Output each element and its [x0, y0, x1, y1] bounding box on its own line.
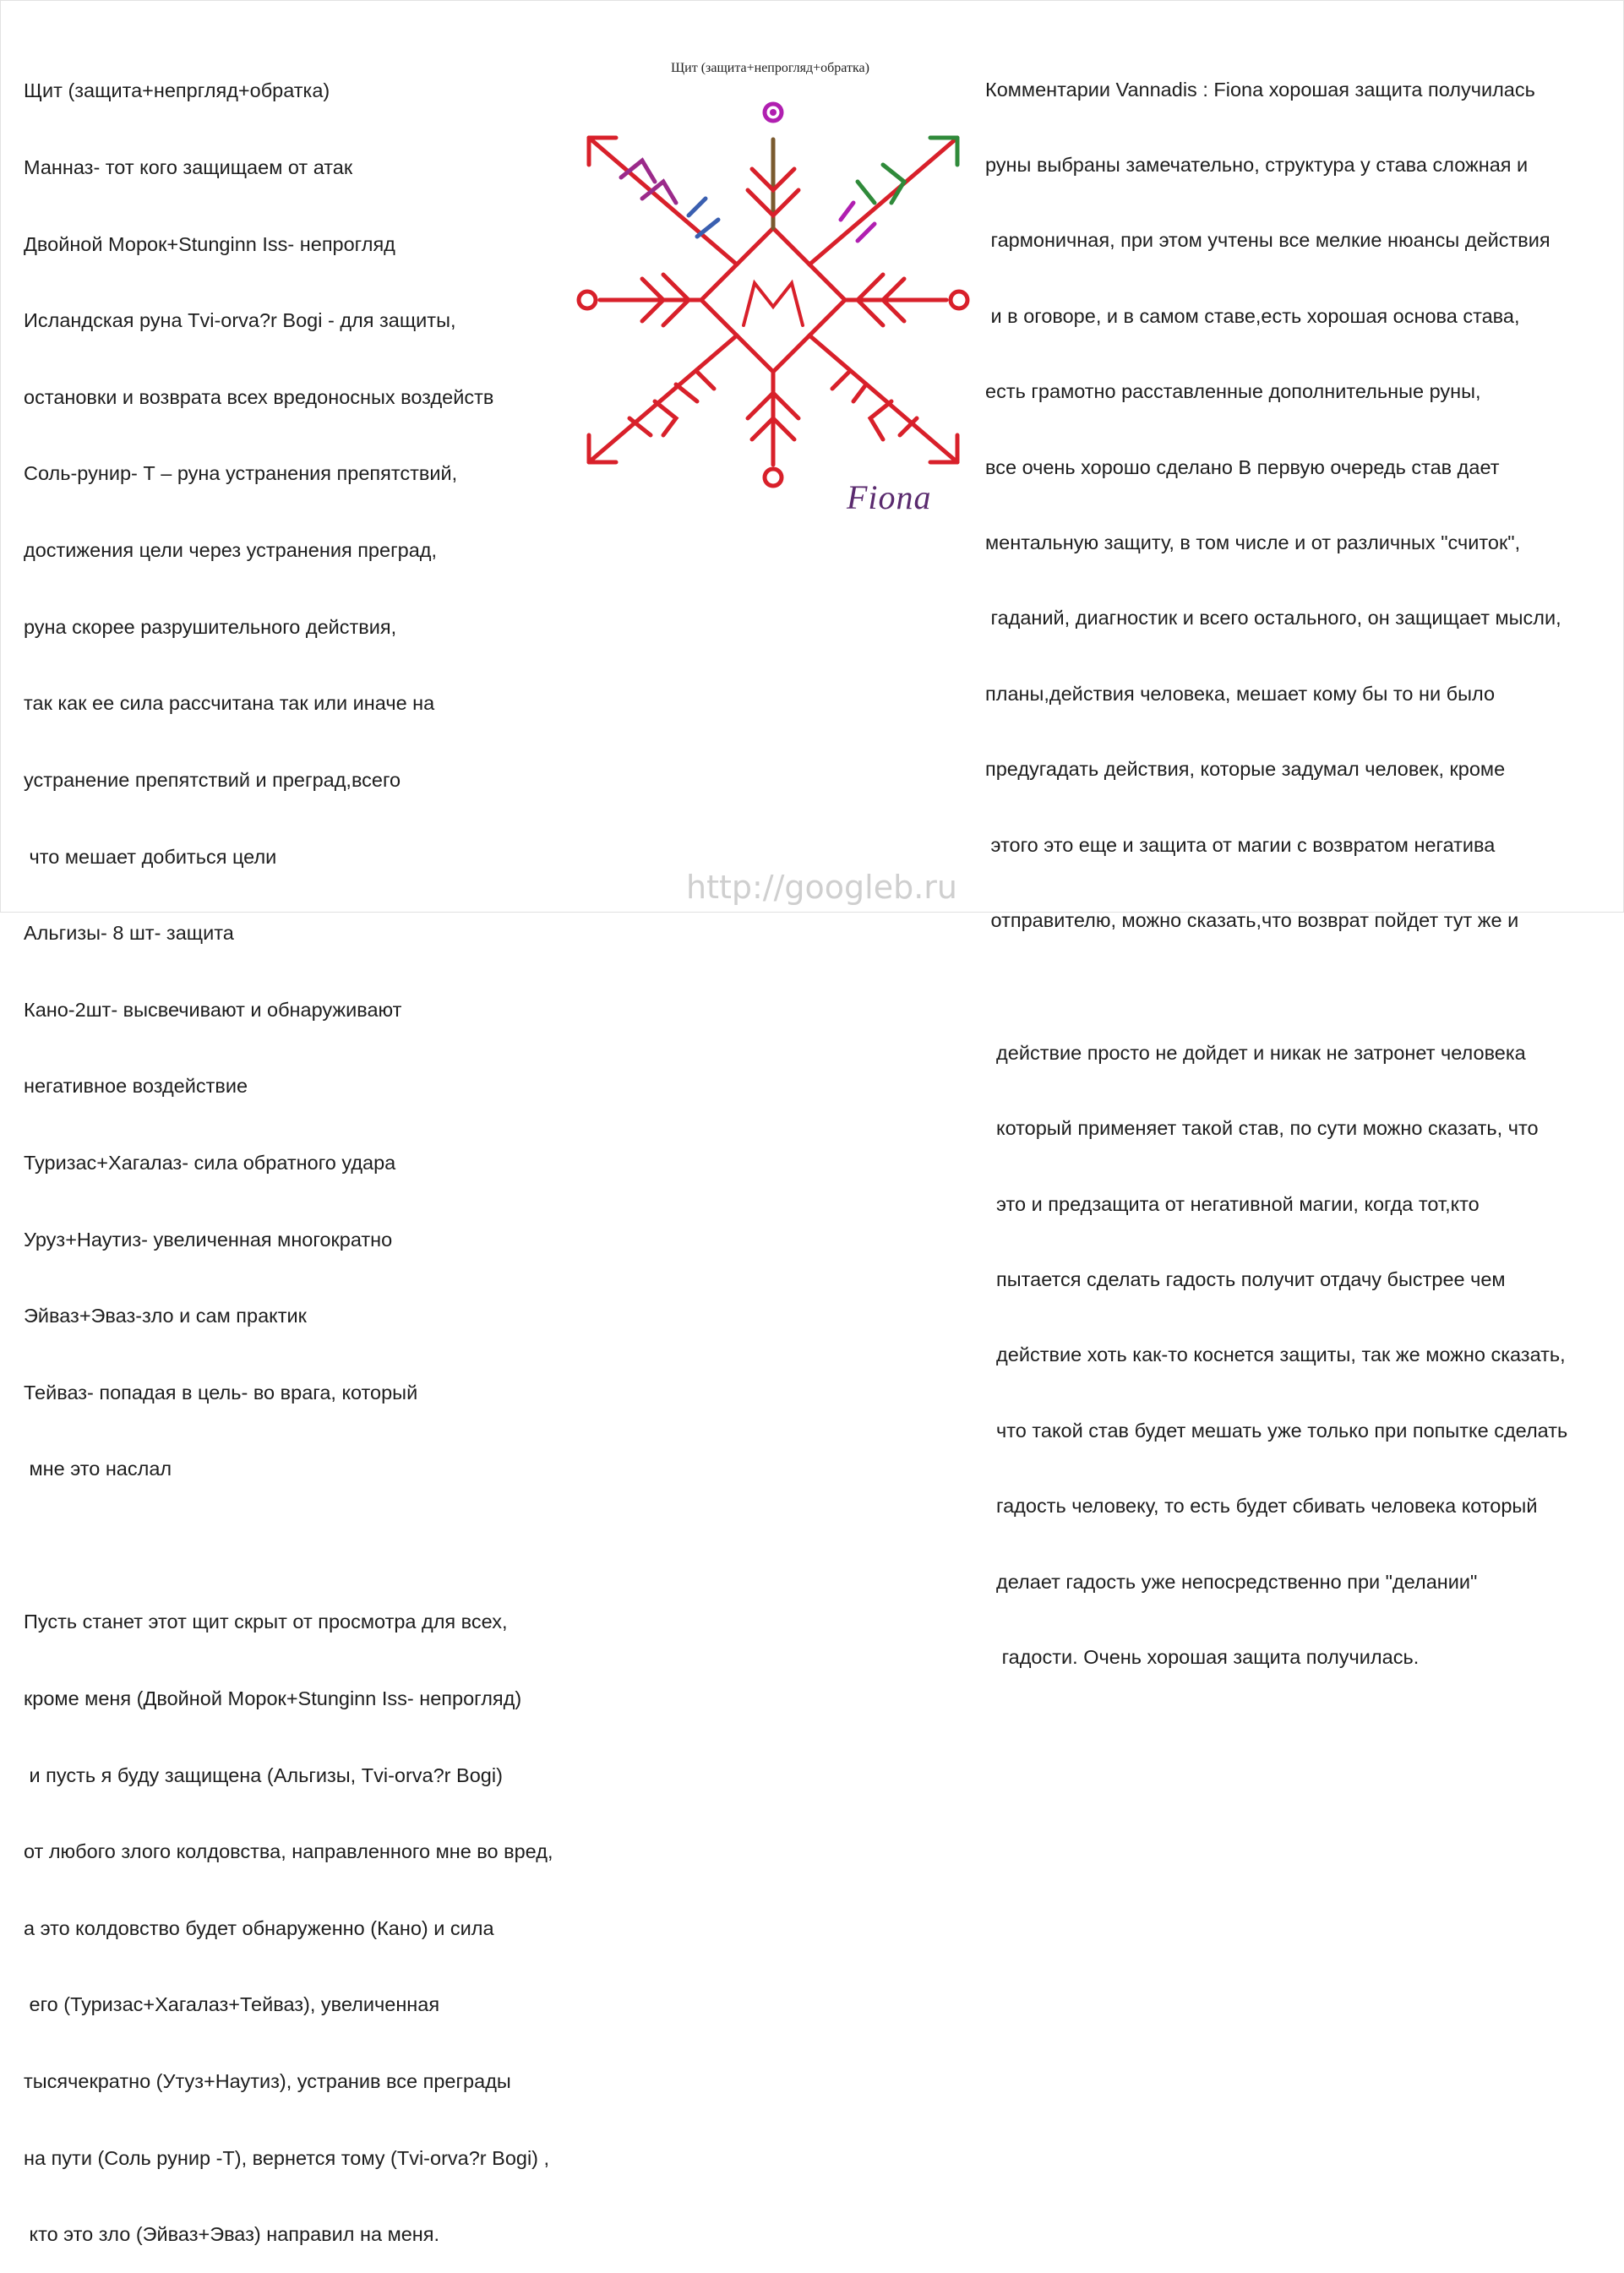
text-line: ментальную защиту, в том числе и от различных "считок", [985, 531, 1521, 553]
text-line: руна скорее разрушительного действия, [24, 615, 397, 638]
text-line: от любого злого колдовства, направленного мне во вред, [24, 1840, 553, 1863]
text-line: Соль-рунир- Т – руна устранения препятствий, [24, 462, 458, 485]
text-line: который применяет такой став, по сути можно сказать, что [985, 1117, 1539, 1140]
text-line: Туризас+Хагалаз- сила обратного удара [24, 1151, 396, 1174]
text-line: действие хоть как-то коснется защиты, так же можно сказать, [985, 1344, 1566, 1366]
text-line: Щит (защита+непргляд+обратка) [24, 79, 330, 102]
text-line: достижения цели через устранения преград, [24, 539, 438, 562]
text-line: Манназ- тот кого защищаем от атак [24, 156, 353, 179]
text-line: так как ее сила рассчитана так или иначе на [24, 692, 435, 715]
text-line: его (Туризас+Хагалаз+Тейваз), увеличенная [24, 1993, 440, 2016]
text-line: руны выбраны замечательно, структура у става сложная и [985, 153, 1529, 176]
text-line: планы,действия человека, мешает кому бы то ни было [985, 682, 1496, 705]
signature: Fiona [847, 478, 932, 516]
sigil-title: Щит (защита+непрогляд+обратка) [671, 61, 869, 75]
text-line: а это колдовство будет обнаруженно (Кано) и сила [24, 1916, 494, 1939]
text-line: кроме меня (Двойной Морок+Stunginn Iss- непрогляд) [24, 1687, 522, 1709]
text-line: действие просто не дойдет и никак не затронет человека [985, 1041, 1526, 1064]
text-line: пытается сделать гадость получит отдачу быстрее чем [985, 1268, 1506, 1291]
text-line: есть грамотно расставленные дополнительные руны, [985, 380, 1481, 403]
sigil-center-rune [744, 283, 803, 325]
text-line: негативное воздействие [24, 1075, 248, 1098]
text-line: предугадать действия, которые задумал человек, кроме [985, 758, 1506, 781]
text-line: на пути (Соль рунир -Т), вернется тому (Tvi-orva?r Bogi) , [24, 2146, 550, 2169]
text-line: остановки и возврата всех вредоносных воздейств [24, 385, 494, 408]
left-description [24, 27, 553, 2273]
text-line: гадость человеку, то есть будет сбивать человека который [985, 1495, 1538, 1518]
text-line: Двойной Морок+Stunginn Iss- непрогляд [24, 232, 395, 255]
text-line: гармоничная, при этом учтены все мелкие нюансы действия [985, 229, 1550, 252]
right-commentary [985, 27, 1567, 1696]
text-line: гаданий, диагностик и всего остального, он защищает мысли, [985, 607, 1561, 630]
text-line: Комментарии Vannadis : Fiona хорошая защита получилась [985, 78, 1535, 101]
text-line: отправителю, можно сказать,что возврат пойдет тут же и [985, 908, 1519, 931]
text-line: делает гадость уже непосредственно при "делании" [985, 1570, 1478, 1593]
text-line: Тейваз- попадая в цель- во врага, который [24, 1381, 418, 1404]
text-line: Уруз+Наутиз- увеличенная многократно [24, 1228, 393, 1251]
text-line: Альгизы- 8 шт- защита [24, 922, 234, 945]
text-line: что такой став будет мешать уже только при попытке сделать [985, 1419, 1568, 1442]
text-line: гадости. Очень хорошая защита получилась. [985, 1646, 1420, 1668]
text-line: все очень хорошо сделано В первую очередь став дает [985, 455, 1500, 478]
sigil-center-diamond [701, 228, 845, 372]
text-line: это и предзащита от негативной магии, когда тот,кто [985, 1192, 1480, 1215]
text-line: мне это наслал [24, 1458, 172, 1480]
text-line: Пусть станет этот щит скрыт от просмотра для всех, [24, 1611, 508, 1633]
text-line: этого это еще и защита от магии с возвратом негатива [985, 833, 1496, 856]
text-line: Исландская руна Tvi-orva?r Bogi - для защиты, [24, 309, 456, 332]
text-line: Кано-2шт- высвечивают и обнаруживают [24, 998, 402, 1021]
text-line: и в оговоре, и в самом ставе,есть хорошая основа става, [985, 304, 1520, 327]
watermark: http://googleb.ru [686, 869, 957, 906]
text-line: Эйваз+Эваз-зло и сам практик [24, 1305, 307, 1327]
text-line: кто это зло (Эйваз+Эваз) направил на меня. [24, 2223, 440, 2246]
text-line [985, 984, 1567, 990]
text-line: устранение препятствий и преград,всего [24, 768, 401, 791]
text-line: тысячекратно (Утуз+Наутиз), устранив все преграды [24, 2070, 511, 2093]
text-line: и пусть я буду защищена (Альгизы, Tvi-orva?r Bogi) [24, 1763, 503, 1786]
text-line: что мешает добиться цели [24, 845, 277, 868]
rune-sigil [562, 80, 984, 503]
